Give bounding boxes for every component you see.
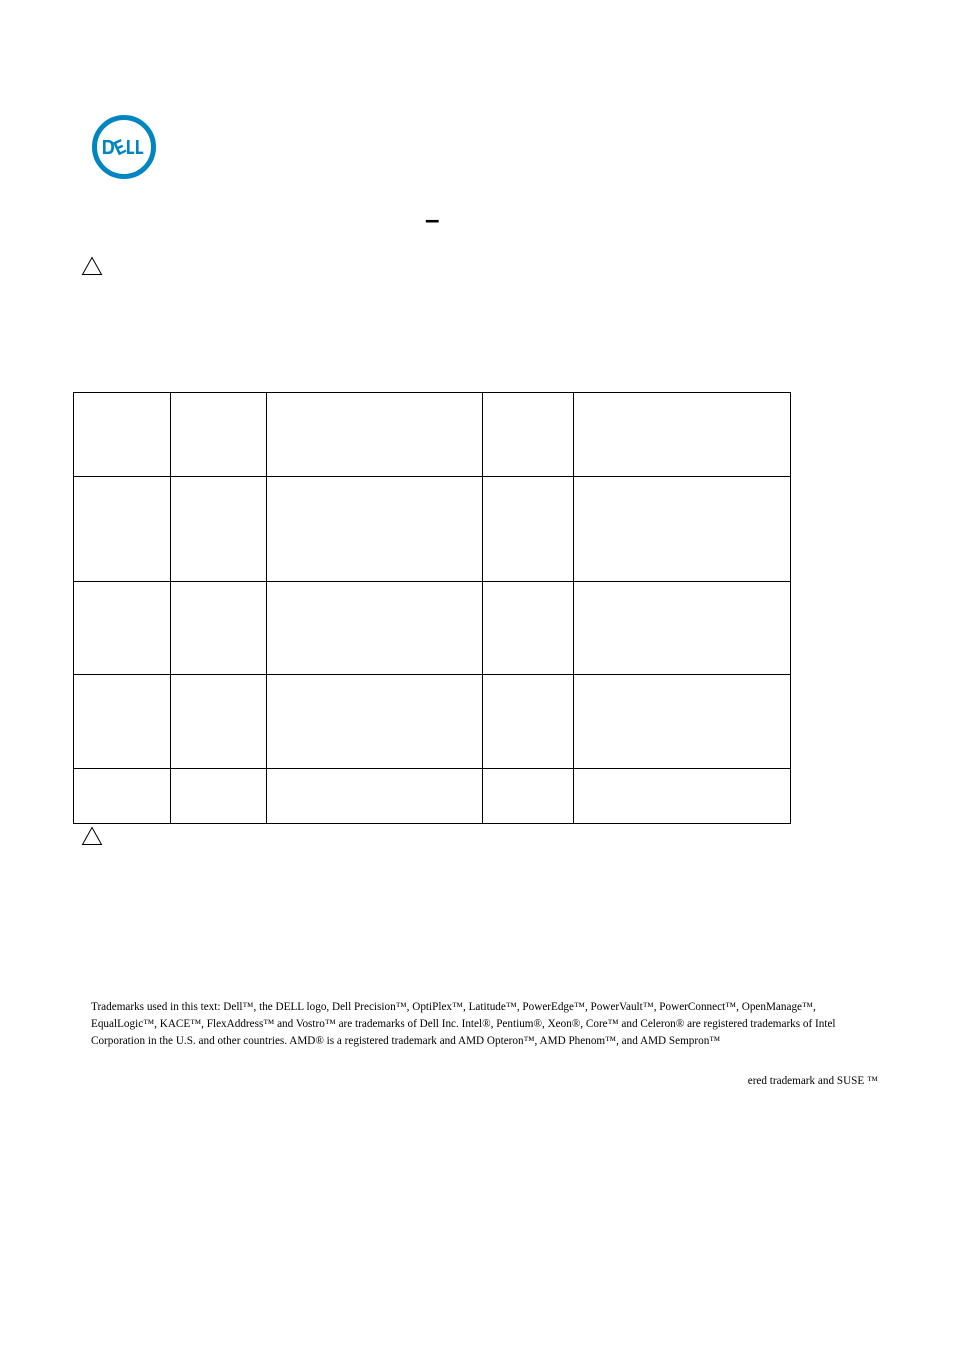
- table-row: [74, 393, 791, 477]
- dell-logo: [91, 114, 157, 180]
- trademark-notice: Trademarks used in this text: Dell™, the DELL logo, Dell Precision™, OptiPlex™, Latitude™, PowerEdge™, PowerVault™, PowerConnect™, OpenManage™, EqualLogic™, KACE™, FlexAddress™ and Vostro™ are trademarks of Dell Inc. Intel®, Pentium®, Xeon®, Core™ and Celeron® are registered trademarks of Intel Corporation in the U.S. and other countries. AMD® is a registered trademark and AMD Opteron™, AMD Phenom™, and AMD Sempron™: [91, 1001, 836, 1048]
- heading-dash: –: [425, 204, 440, 234]
- table-cell: [574, 675, 791, 769]
- table-cell: [574, 477, 791, 582]
- table-cell: [267, 477, 483, 582]
- table-cell: [483, 477, 574, 582]
- table-cell: [171, 393, 267, 477]
- table-cell: [267, 582, 483, 675]
- table-cell: [74, 582, 171, 675]
- table-row: [74, 769, 791, 824]
- table-cell: [574, 393, 791, 477]
- table-row: [74, 477, 791, 582]
- table-cell: [574, 582, 791, 675]
- table-cell: [171, 477, 267, 582]
- table-cell: [74, 477, 171, 582]
- table-cell: [74, 769, 171, 824]
- table-row: [74, 582, 791, 675]
- table-cell: [483, 769, 574, 824]
- table-cell: [483, 582, 574, 675]
- trademark-notice-tail: ered trademark and SUSE ™: [747, 1075, 878, 1087]
- table-cell: [267, 393, 483, 477]
- table-cell: [483, 393, 574, 477]
- caution-triangle-icon: [81, 256, 103, 276]
- table-cell: [171, 675, 267, 769]
- table-cell: [574, 769, 791, 824]
- spec-table: [73, 392, 791, 824]
- table-cell: [267, 769, 483, 824]
- table-cell: [171, 582, 267, 675]
- caution-triangle-icon: [81, 826, 103, 846]
- table-row: [74, 675, 791, 769]
- table-cell: [171, 769, 267, 824]
- table-cell: [483, 675, 574, 769]
- table-cell: [74, 675, 171, 769]
- table-cell: [267, 675, 483, 769]
- table-cell: [74, 393, 171, 477]
